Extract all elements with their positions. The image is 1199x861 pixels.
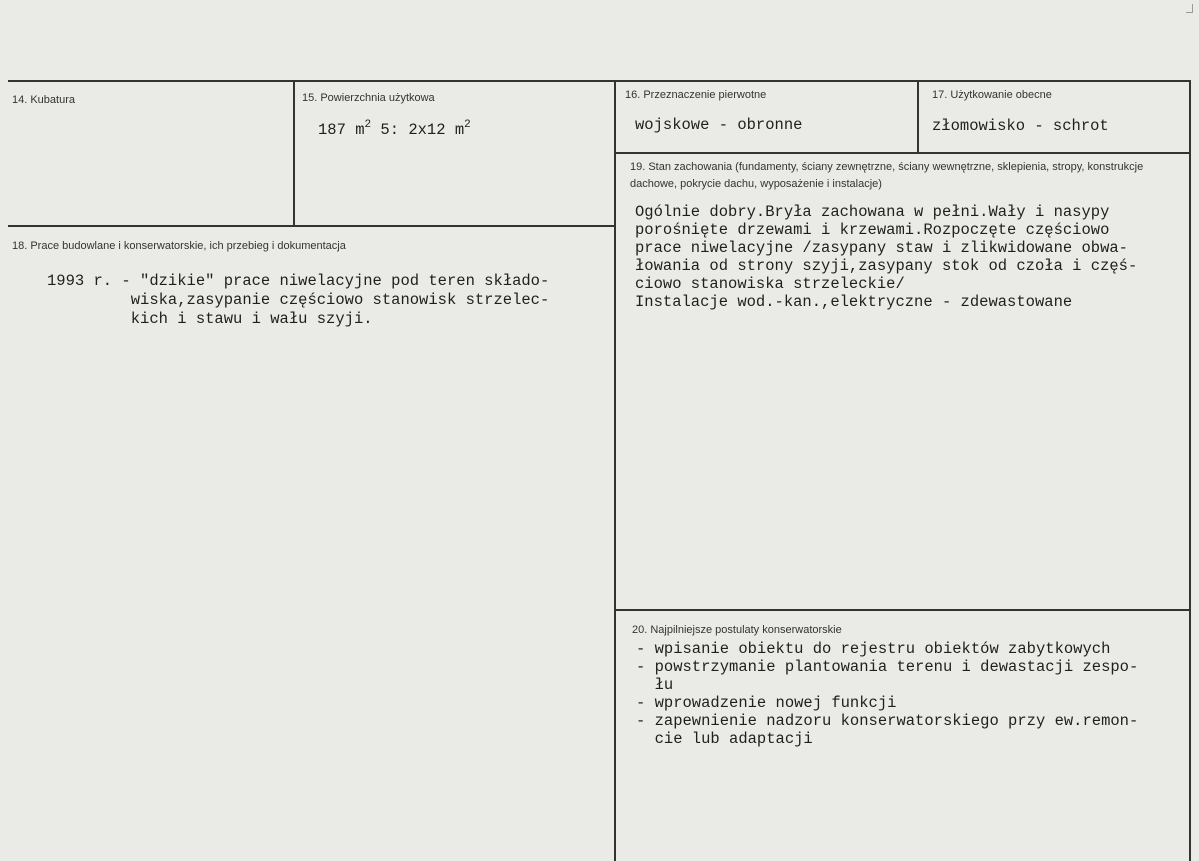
field-20-line-1: - powstrzymanie plantowania terenu i dewastacji zespo- [636,658,1139,676]
field-20-line-5: cie lub adaptacji [636,730,813,748]
field-19-label: 19. Stan zachowania (fundamenty, ściany zewnętrzne, ściany wewnętrzne, sklepienia, stropy, konstrukcje dachowe, pokrycie dachu, wyposażenie i instalacje) [630,161,1144,190]
field-18-line-2: kich i stawu i wału szyji. [47,310,373,328]
field-17-label: 17. Użytkowanie obecne [932,89,1052,101]
field-20-label: 20. Najpilniejsze postulaty konserwatorskie [632,624,842,636]
divider-16-19 [616,152,1191,154]
field-15-sup-a: 2 [364,119,372,131]
field-20-line-0: - wpisanie obiektu do rejestru obiektów zabytkowych [636,640,1111,658]
field-19-line-0: Ogólnie dobry.Bryła zachowana w pełni.Wały i nasypy [635,203,1110,221]
field-20-line-4: - zapewnienie nadzoru konserwatorskiego przy ew.remon- [636,712,1139,730]
field-18-line-1: wiska,zasypanie częściowo stanowisk strzelec- [47,291,550,309]
divider-right [1189,80,1191,861]
field-17-value: złomowisko - schrot [932,117,1109,135]
divider-14-18 [8,225,616,227]
divider-16-17 [917,80,919,152]
field-15-value-a: 187 m [318,121,365,139]
field-18-label: 18. Prace budowlane i konserwatorskie, ich przebieg i dokumentacja [12,240,346,252]
divider-14-15 [293,80,295,226]
field-19-line-5: Instalacje wod.-kan.,elektryczne - zdewastowane [635,293,1073,311]
field-19-line-1: porośnięte drzewami i krzewami.Rozpoczęte częściowo [635,221,1110,239]
field-19-line-3: łowania od strony szyji,zasypany stok od czoła i częś- [635,257,1138,275]
field-16-label: 16. Przeznaczenie pierwotne [625,89,767,101]
corner-mark [1186,4,1193,13]
field-15-label: 15. Powierzchnia użytkowa [302,92,435,104]
field-15-value [318,116,471,139]
field-15-sup-b: 2 [464,119,471,131]
field-14-label: 14. Kubatura [12,94,75,106]
field-20-line-3: - wprowadzenie nowej funkcji [636,694,897,712]
divider-center [614,80,616,861]
divider-19-20 [616,609,1191,611]
field-19-line-4: ciowo stanowiska strzeleckie/ [635,275,905,293]
field-15-value-b: 5: 2x12 m [371,121,465,139]
divider-top [8,80,1191,82]
field-20-line-2: łu [636,676,674,694]
field-18-line-0: 1993 r. - "dzikie" prace niwelacyjne pod teren składo- [47,272,550,290]
field-19-line-2: prace niwelacyjne /zasypany staw i zlikwidowane obwa- [635,239,1128,257]
field-16-value: wojskowe - obronne [635,116,803,134]
